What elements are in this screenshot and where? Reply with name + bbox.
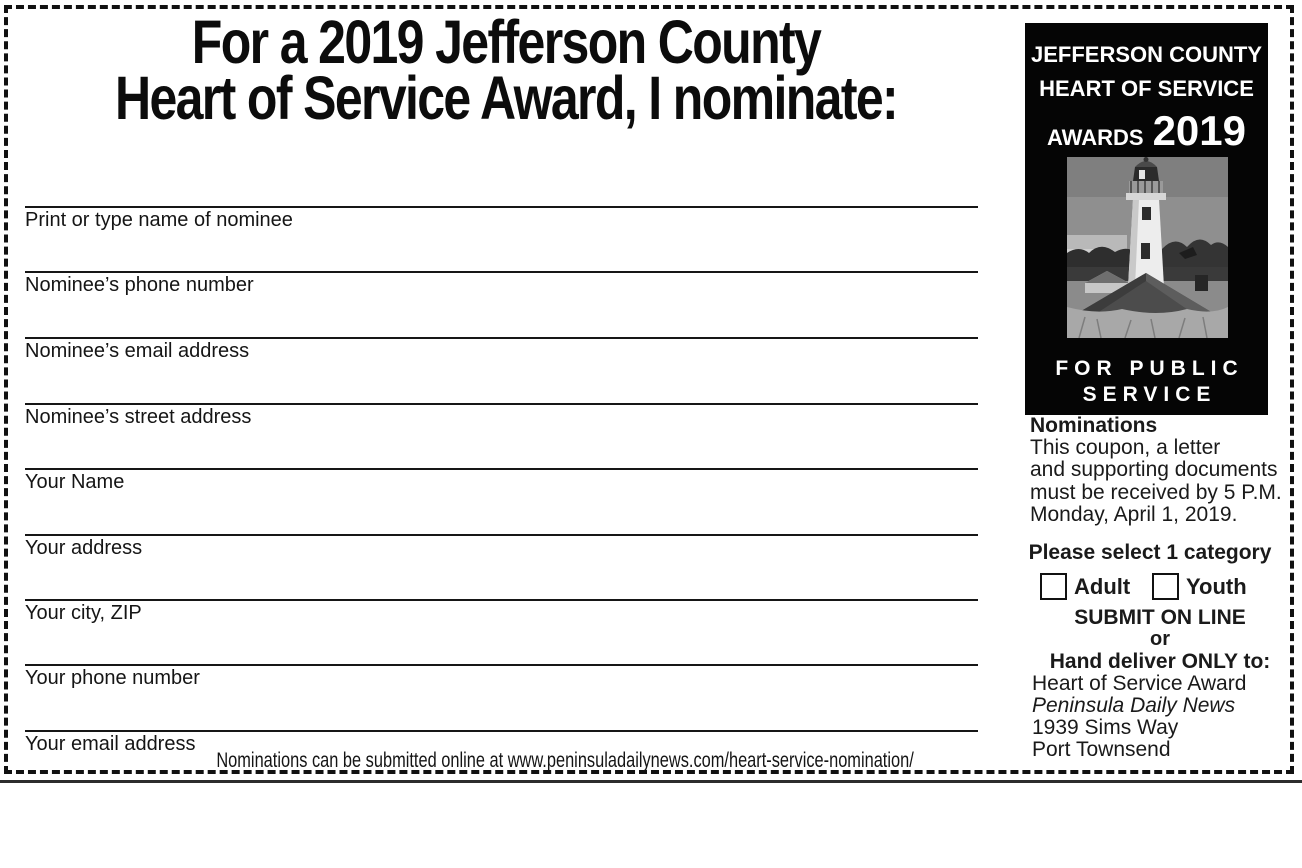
nominee-name-label: Print or type name of nominee xyxy=(25,209,293,231)
youth-checkbox-label: Youth xyxy=(1186,573,1247,599)
lighthouse-photo xyxy=(1067,157,1228,338)
adult-checkbox-label: Adult xyxy=(1074,573,1131,599)
delivery-addr-city: Port Townsend xyxy=(1032,738,1171,761)
nominations-info xyxy=(1030,415,1298,527)
coupon-headline xyxy=(0,8,1012,132)
field-nominee-street xyxy=(25,403,978,429)
delivery-addr-org: Peninsula Daily News xyxy=(1032,694,1236,717)
your-phone-label: Your phone number xyxy=(25,667,200,689)
youth-checkbox[interactable] xyxy=(1152,573,1179,600)
field-your-name xyxy=(25,468,978,494)
your-city-zip-label: Your city, ZIP xyxy=(25,602,142,624)
online-submission-note-text: Nominations can be submitted online at www.peninsuladailynews.com/heart-service-nomination/ xyxy=(216,749,914,772)
badge-awards-row xyxy=(1025,107,1268,155)
your-address-label: Your address xyxy=(25,537,143,559)
nominee-phone-label: Nominee’s phone number xyxy=(25,274,254,296)
nominations-info-line: This coupon, a letter xyxy=(1030,436,1221,459)
nominations-info-line: Monday, April 1, 2019. xyxy=(1030,503,1238,527)
headline-line1: For a 2019 Jefferson County xyxy=(191,8,821,76)
online-submission-note xyxy=(25,749,1105,773)
delivery-addr-street: 1939 Sims Way xyxy=(1032,716,1179,739)
nominee-email-label: Nominee’s email address xyxy=(25,340,250,362)
badge-tagline-line1: FOR PUBLIC xyxy=(1055,357,1244,380)
badge-line1: JEFFERSON COUNTY xyxy=(1030,42,1263,67)
badge-awards-year: 2019 xyxy=(1152,107,1246,154)
badge-tagline xyxy=(1025,356,1268,408)
headline-line2: Heart of Service Award, I nominate: xyxy=(114,64,898,132)
badge-tagline-line2: SERVICE xyxy=(1082,383,1217,406)
category-option-adult xyxy=(1040,573,1130,600)
award-badge xyxy=(1025,23,1268,415)
field-your-phone xyxy=(25,664,978,690)
nominee-street-label: Nominee’s street address xyxy=(25,406,252,428)
your-email-label: Your email address xyxy=(25,733,196,755)
submit-online-line: SUBMIT ON LINE xyxy=(1074,606,1246,629)
category-prompt: Please select 1 category xyxy=(1028,541,1272,564)
your-name-label: Your Name xyxy=(25,471,125,493)
nominations-info-line: and supporting documents xyxy=(1030,458,1278,482)
nominations-info-line: must be received by 5 P.M. xyxy=(1030,480,1282,504)
hand-deliver-line: Hand deliver ONLY to: xyxy=(1049,650,1271,673)
or-line: or xyxy=(1150,628,1170,650)
field-your-city-zip xyxy=(25,599,978,625)
category-option-youth xyxy=(1152,573,1247,600)
adult-checkbox[interactable] xyxy=(1040,573,1067,600)
badge-line2: HEART OF SERVICE xyxy=(1039,76,1254,101)
badge-awards-label: AWARDS xyxy=(1047,125,1144,150)
field-your-address xyxy=(25,534,978,560)
field-nominee-name xyxy=(25,206,978,232)
nominations-heading: Nominations xyxy=(1030,414,1158,437)
page-edge-line xyxy=(0,780,1302,783)
delivery-instructions xyxy=(1022,606,1298,761)
field-nominee-email xyxy=(25,337,978,363)
field-nominee-phone xyxy=(25,271,978,297)
delivery-addr-name: Heart of Service Award xyxy=(1032,672,1247,695)
